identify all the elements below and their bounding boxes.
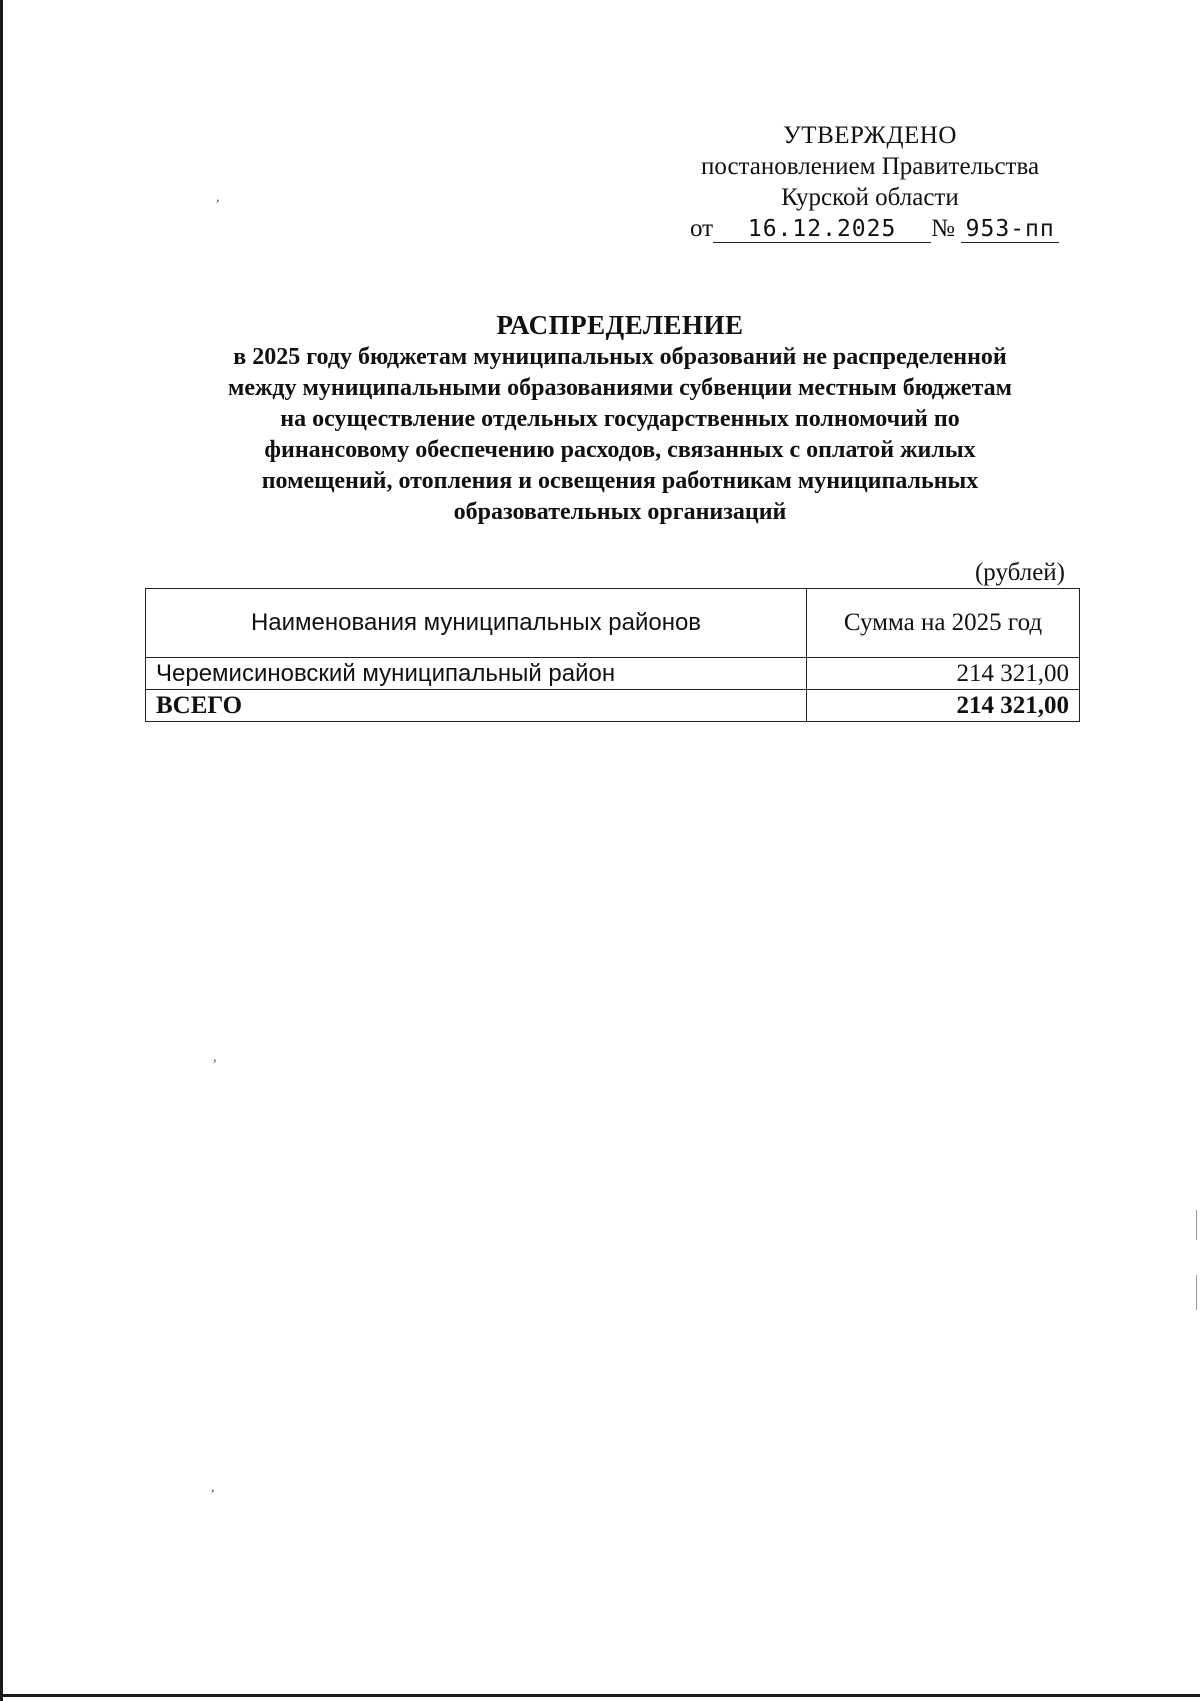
title-line: между муниципальными образованиями субвенции местным бюджетам xyxy=(227,375,1013,401)
title-line: в 2025 году бюджетам муниципальных образований не распределенной xyxy=(233,344,1007,370)
scan-edge-mark xyxy=(1196,1210,1197,1240)
total-sum: 214 321,00 xyxy=(807,690,1080,722)
approval-number: 953-пп xyxy=(961,216,1059,243)
scan-speck: , xyxy=(213,1050,217,1065)
table-header-row xyxy=(146,589,1080,658)
document-title xyxy=(120,308,1120,528)
number-prefix: № xyxy=(931,215,955,242)
approval-line-1: постановлением Правительства xyxy=(700,153,1040,180)
scan-speck: , xyxy=(211,1480,215,1495)
scan-edge-left xyxy=(0,0,3,1701)
row-name: Черемисиновский муниципальный район xyxy=(146,658,807,690)
title-line: помещений, отопления и освещения работникам муниципальных xyxy=(261,468,979,494)
approval-line-2: Курской области xyxy=(781,184,959,211)
scan-edge-mark xyxy=(1196,1275,1197,1310)
scan-edge-bottom xyxy=(0,1694,1200,1697)
title-main: РАСПРЕДЕЛЕНИЕ xyxy=(496,310,744,340)
title-line: финансовому обеспечению расходов, связанных с оплатой жилых xyxy=(264,437,976,463)
approval-date-line xyxy=(660,213,1080,244)
approval-block xyxy=(660,120,1080,244)
scan-speck: , xyxy=(216,190,220,205)
table-total-row xyxy=(146,690,1080,722)
header-sum: Сумма на 2025 год xyxy=(807,589,1080,658)
title-line: на осуществление отдельных государственных полномочий по xyxy=(280,406,960,432)
table-row xyxy=(146,658,1080,690)
approval-date: 16.12.2025 xyxy=(713,216,931,243)
distribution-table xyxy=(145,588,1080,722)
title-line: образовательных организаций xyxy=(453,499,787,525)
date-prefix: от xyxy=(690,215,714,242)
row-sum: 214 321,00 xyxy=(807,658,1080,690)
total-label: ВСЕГО xyxy=(146,690,807,722)
approval-heading: УТВЕРЖДЕНО xyxy=(783,122,957,149)
units-label: (рублей) xyxy=(974,559,1065,586)
header-name: Наименования муниципальных районов xyxy=(146,589,807,658)
